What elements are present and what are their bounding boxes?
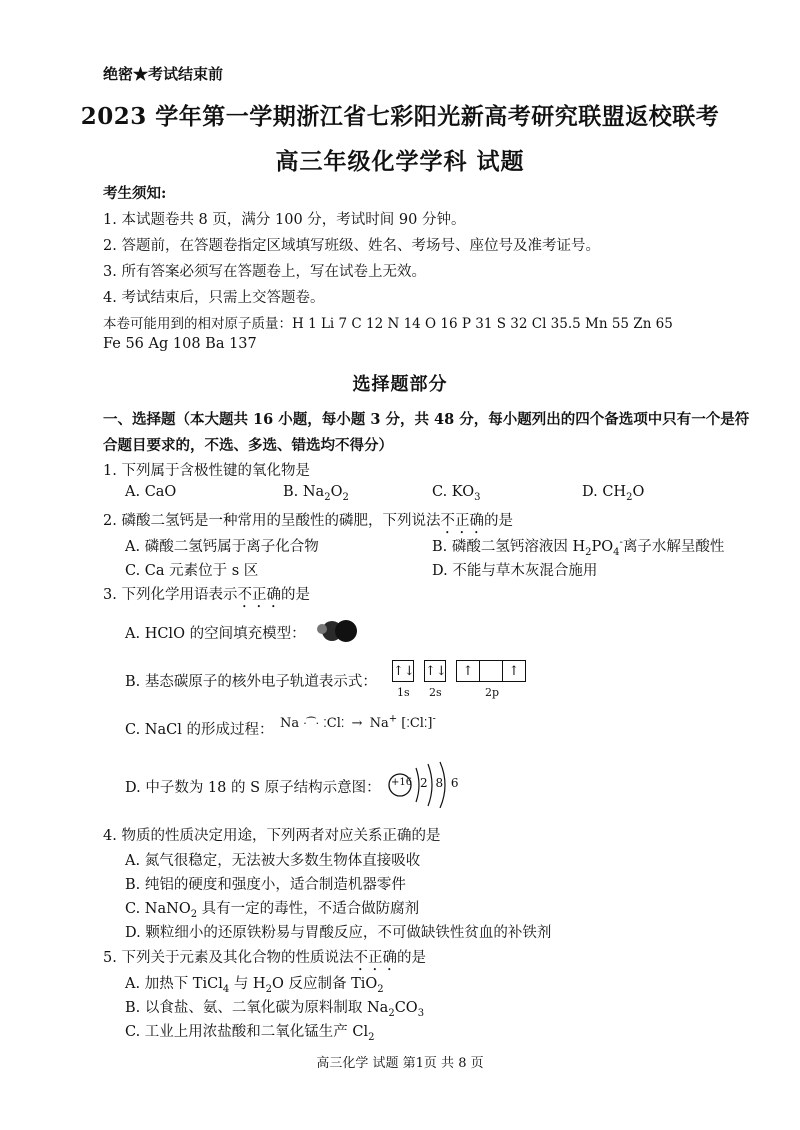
note-item-3: 3. 所有答案必须写在答题卷上，写在试卷上无效。 — [103, 264, 426, 280]
sodium-ion: Na — [369, 716, 389, 731]
electron-shells: 2 8 6 — [420, 776, 461, 790]
hclo-space-filling-model — [310, 618, 360, 644]
note-item-1: 1. 本试题卷共 8 页，满分 100 分，考试时间 90 分钟。 — [103, 212, 466, 228]
nucleus-charge: +16 — [391, 777, 413, 788]
orbital-2s: ↑↓ — [424, 660, 446, 682]
chlorine-atom: Cl — [326, 716, 341, 731]
q4-stem: 4. 物质的性质决定用途，下列两者对应关系正确的是 — [103, 828, 441, 844]
orbital-2p-2 — [479, 660, 503, 682]
q1-option-a: A. CaO — [125, 484, 177, 500]
q5-option-b: B. 以食盐、氨、二氧化碳为原料制取 $Na_2CO_3$ — [125, 1000, 425, 1019]
q1-stem: 1. 下列属于含极性键的氧化物是 — [103, 463, 310, 479]
chloride-ion: Cl — [409, 716, 424, 731]
q2-option-c: C. Ca 元素位于 s 区 — [125, 563, 259, 579]
q2-option-d: D. 不能与草木灰混合施用 — [432, 563, 598, 579]
page-footer: 高三化学 试题 第1页 共 8 页 — [316, 1056, 484, 1071]
orbital-1s: ↑↓ — [392, 660, 414, 682]
q4-option-d: D. 颗粒细小的还原铁粉易与胃酸反应，不可做缺铁性贫血的补铁剂 — [125, 925, 552, 941]
orbital-2p-3: ↑ — [502, 660, 526, 682]
sodium-atom: Na — [280, 716, 300, 731]
q4-option-c: C. NaNO$_2$ 具有一定的毒性，不适合做防腐剂 — [125, 901, 420, 920]
notes-heading: 考生须知: — [103, 185, 167, 202]
q5-option-c: C. 工业上用浓盐酸和二氧化锰生产 $Cl_2$ — [125, 1024, 375, 1043]
q3-stem: 3. 下列化学用语表示不正确的是 — [103, 587, 310, 603]
q2-option-b: B. 磷酸二氢钙溶液因 $H_2PO_4^-$离子水解呈酸性 — [432, 537, 725, 558]
label-2s: 2s — [429, 686, 442, 699]
confidential-label: 绝密★考试结束前 — [103, 65, 224, 83]
note-item-4: 4. 考试结束后，只需上交答题卷。 — [103, 290, 325, 306]
q1-option-b: B. $Na_2O_2$ — [283, 484, 349, 503]
q4-option-a: A. 氮气很稳定，无法被大多数生物体直接吸收 — [125, 853, 421, 869]
atomic-mass-line-1: 本卷可能用到的相对原子质量：H 1 Li 7 C 12 N 14 O 16 P 31 S 32 Cl 35.5 Mn 55 Zn 65 — [103, 316, 673, 332]
label-1s: 1s — [397, 686, 410, 699]
reaction-arrow: → — [351, 716, 363, 731]
q1-option-d: D. $CH_2O$ — [582, 484, 645, 503]
note-item-2: 2. 答题前，在答题卷指定区域填写班级、姓名、考场号、座位号及准考证号。 — [103, 238, 600, 254]
exam-title: 2023 学年第一学期浙江省七彩阳光新高考研究联盟返校联考 — [80, 103, 720, 130]
label-2p: 2p — [485, 686, 500, 699]
q3-option-a: A. HClO 的空间填充模型： — [125, 626, 306, 642]
q2-option-a: A. 磷酸二氢钙属于离子化合物 — [125, 539, 319, 555]
section-instruction-2: 合题目要求的，不选、多选、错选均不得分） — [103, 437, 393, 454]
exam-subtitle: 高三年级化学学科 试题 — [275, 148, 525, 175]
q2-stem: 2. 磷酸二氢钙是一种常用的呈酸性的磷肥，下列说法不正确的是 — [103, 513, 513, 529]
q3-option-c: C. NaCl 的形成过程： — [125, 722, 274, 738]
q5-stem: 5. 下列关于元素及其化合物的性质说法不正确的是 — [103, 950, 426, 966]
q3-option-b: B. 基态碳原子的核外电子轨道表示式： — [125, 674, 377, 690]
section-title: 选择题部分 — [352, 374, 448, 395]
q4-option-b: B. 纯铝的硬度和强度小，适合制造机器零件 — [125, 877, 406, 893]
atomic-mass-line-2: Fe 56 Ag 108 Ba 137 — [103, 336, 257, 352]
q1-option-c: C. $KO_3$ — [432, 484, 481, 503]
nacl-formation-process: Na ·⁀· ⁚Cl⁚ → Na+ [⁚Cl⁚]- — [280, 713, 436, 731]
section-instruction-1: 一、选择题（本大题共 16 小题，每小题 3 分，共 48 分，每小题列出的四个备选项中只有一个是符 — [103, 411, 750, 428]
q3-option-d: D. 中子数为 18 的 S 原子结构示意图： — [125, 780, 381, 796]
q5-option-a: A. 加热下 TiCl$_4$ 与 $H_2O$ 反应制备 TiO$_2$ — [125, 976, 384, 995]
orbital-2p-1: ↑ — [456, 660, 480, 682]
